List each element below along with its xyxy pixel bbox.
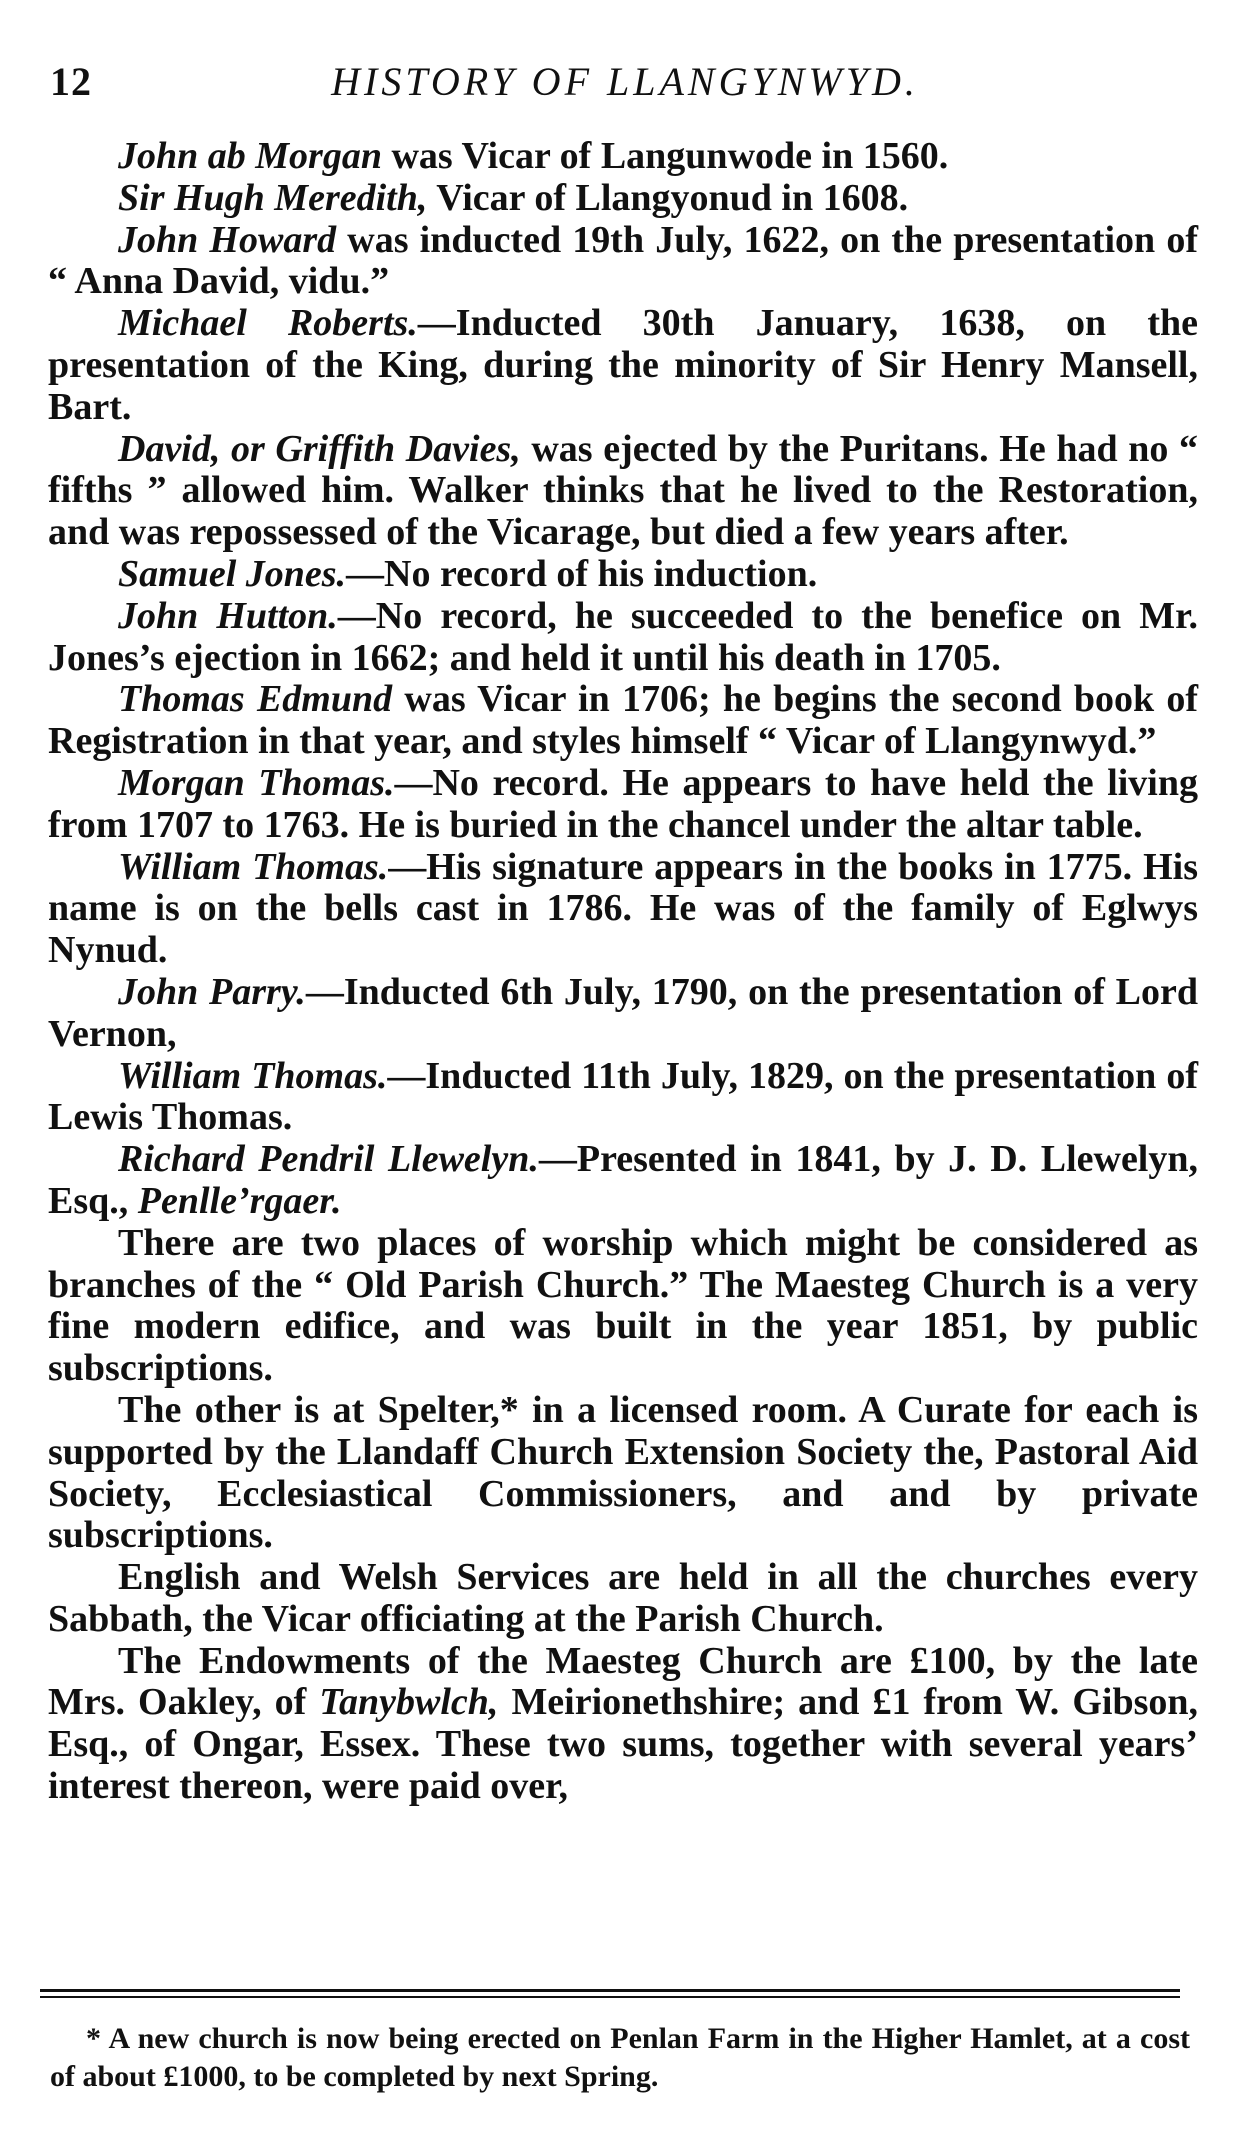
paragraph-text: Meirionethshire; and £1 from W. Gibson, Esq., of Ongar, Essex. These two sums, together with several years’ interest thereon, were paid over,	[48, 1681, 1199, 1808]
vicar-name: Morgan Thomas.	[118, 761, 395, 804]
footnote-text: * A new church is now being erected on Penlan Farm in the Higher Hamlet, at a cost of about £1000, to be completed by next Spring.	[50, 2022, 1190, 2093]
paragraph	[48, 429, 1198, 554]
vicar-name: John Hutton.	[118, 594, 338, 637]
paragraph-text: —Inducted 11th July, 1829, on the presentation of Lewis Thomas.	[48, 1054, 1199, 1139]
running-title: HISTORY OF LLANGYNWYD.	[331, 59, 919, 104]
vicar-name: William Thomas.	[118, 845, 389, 888]
paragraph-text: was Vicar of Langunwode in 1560.	[381, 135, 949, 177]
vicar-name: John Howard	[118, 218, 337, 261]
paragraph-text: The Endowments of the Maesteg Church are £100, by the late Mrs. Oakley, of	[48, 1639, 1198, 1724]
paragraph-text: English and Welsh Services are held in all the churches every Sabbath, the Vicar officiating at the Parish Church.	[48, 1556, 1198, 1640]
paragraph	[48, 763, 1198, 847]
footnote-divider	[40, 1989, 1180, 1992]
paragraph-text: The other is at Spelter,* in a licensed room. A Curate for each is supported by the Llandaff Church Extension Society the, Pastoral Aid Society, Ecclesiastical Commissioners, and and by private subscriptions.	[48, 1388, 1198, 1557]
paragraph	[48, 178, 1198, 220]
paragraph	[48, 972, 1198, 1056]
paragraph-text: was Vicar in 1706; he begins the second book of Registration in that year, and styles himself “ Vicar of Llangynwyd.”	[48, 678, 1198, 763]
paragraph-text: was ejected by the Puritans. He had no “ fifths ” allowed him. Walker thinks that he lived to the Restoration, and was repossessed of the Vicarage, but died a few years after.	[48, 427, 1198, 554]
paragraph-text: —Inducted 30th January, 1638, on the presentation of the King, during the minority of Sir Henry Mansell, Bart.	[48, 302, 1198, 428]
footnote-divider-secondary	[40, 1996, 1180, 1998]
place-name: Penlle’rgaer.	[137, 1179, 342, 1222]
paragraph-text: There are two places of worship which might be considered as branches of the “ Old Parish Church.” The Maesteg Church is a very fine modern edifice, and was built in the year 1851, by public subscriptions.	[48, 1221, 1198, 1390]
paragraph-text: —No record, he succeeded to the benefice on Mr. Jones’s ejection in 1662; and held it until his death in 1705.	[48, 594, 1198, 679]
paragraph-text: —Presented in 1841, by J. D. Llewelyn, Esq.,	[48, 1138, 1198, 1222]
vicar-name: Michael Roberts.	[118, 302, 418, 345]
paragraph-text: —Inducted 6th July, 1790, on the presentation of Lord Vernon,	[48, 970, 1198, 1055]
paragraph	[48, 554, 1198, 596]
paragraph	[48, 136, 1198, 178]
page-header	[50, 58, 1200, 118]
paragraph	[48, 847, 1198, 972]
paragraph	[48, 679, 1198, 763]
paragraph	[48, 1223, 1198, 1390]
paragraph-text: Vicar of Llangyonud in 1608.	[427, 176, 909, 219]
paragraph	[48, 1139, 1198, 1223]
paragraph	[48, 596, 1198, 680]
paragraph	[48, 1557, 1198, 1641]
paragraph-text: was inducted 19th July, 1622, on the presentation of “ Anna David, vidu.”	[48, 218, 1198, 303]
vicar-name: John ab Morgan	[118, 135, 382, 177]
paragraph	[48, 1641, 1198, 1808]
vicar-name: Thomas Edmund	[118, 678, 393, 721]
vicar-name: John Parry.	[118, 970, 306, 1013]
paragraph	[48, 1056, 1198, 1140]
paragraph	[48, 303, 1198, 428]
paragraph	[48, 220, 1198, 304]
vicar-name: Sir Hugh Meredith,	[118, 176, 428, 219]
paragraph-text: —No record of his induction.	[346, 552, 818, 595]
place-name: Tanybwlch,	[319, 1681, 499, 1724]
paragraph-text: —No record. He appears to have held the living from 1707 to 1763. He is buried in the chancel under the altar table.	[48, 761, 1198, 846]
paragraph	[48, 1390, 1198, 1557]
vicar-name: David, or Griffith Davies,	[118, 427, 521, 470]
paragraph-text: —His signature appears in the books in 1775. His name is on the bells cast in 1786. He was of the family of Eglwys Nynud.	[48, 845, 1198, 972]
page-number: 12	[50, 59, 92, 104]
body-text	[48, 136, 1198, 1808]
vicar-name: Samuel Jones.	[118, 552, 347, 595]
vicar-name: William Thomas.	[118, 1054, 388, 1097]
vicar-name: Richard Pendril Llewelyn.	[118, 1138, 539, 1181]
footnote	[50, 2020, 1190, 2096]
